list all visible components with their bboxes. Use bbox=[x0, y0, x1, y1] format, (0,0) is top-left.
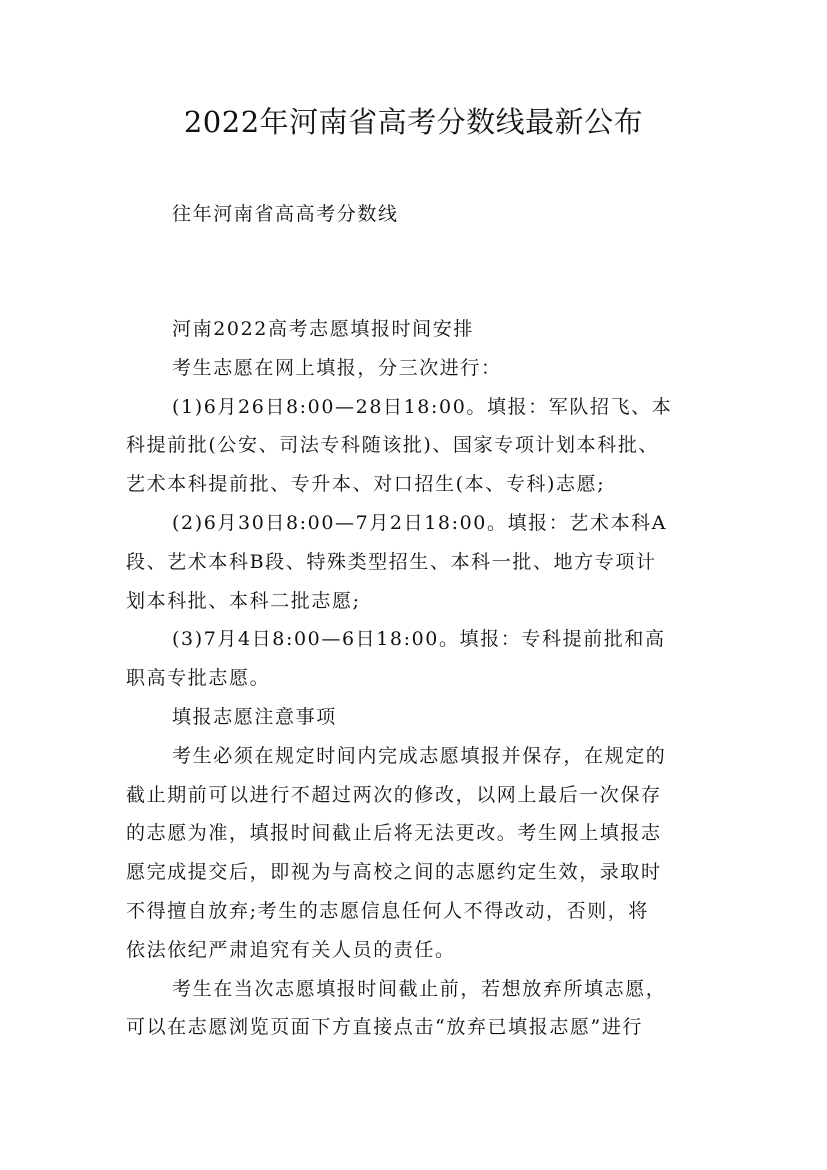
section-subtitle: 往年河南省高高考分数线 bbox=[172, 203, 399, 225]
paragraph-line: 愿完成提交后，即视为与高校之间的志愿约定生效，录取时 bbox=[126, 861, 662, 883]
paragraph-line: 不得擅自放弃;考生的志愿信息任何人不得改动，否则，将 bbox=[126, 900, 650, 922]
paragraph-line: (3)7月4日8:00—6日18:00。填报：专科提前批和高 bbox=[172, 628, 666, 650]
paragraph-line: (1)6月26日8:00—28日18:00。填报：军队招飞、本 bbox=[172, 396, 673, 418]
paragraph-line: 截止期前可以进行不超过两次的修改，以网上最后一次保存 bbox=[126, 784, 662, 806]
paragraph-line: 考生必须在规定时间内完成志愿填报并保存，在规定的 bbox=[172, 745, 667, 767]
document-title: 2022年河南省高考分数线最新公布 bbox=[183, 105, 644, 139]
paragraph-line: 职高专批志愿。 bbox=[126, 667, 271, 689]
paragraph-line: 的志愿为准，填报时间截止后将无法更改。考生网上填报志 bbox=[126, 822, 662, 844]
paragraph-line: 河南2022高考志愿填报时间安排 bbox=[172, 318, 474, 340]
paragraph-line: (2)6月30日8:00—7月2日18:00。填报：艺术本科A bbox=[172, 512, 668, 534]
paragraph-line: 可以在志愿浏览页面下方直接点击“放弃已填报志愿”进行 bbox=[126, 1016, 644, 1038]
paragraph-line: 考生志愿在网上填报，分三次进行： bbox=[172, 357, 502, 379]
paragraph-line: 划本科批、本科二批志愿; bbox=[126, 590, 361, 612]
section-heading: 填报志愿注意事项 bbox=[172, 706, 337, 728]
paragraph-line: 艺术本科提前批、专升本、对口招生(本、专科)志愿; bbox=[126, 473, 606, 495]
paragraph-line: 考生在当次志愿填报时间截止前，若想放弃所填志愿， bbox=[172, 978, 667, 1000]
paragraph-line: 依法依纪严肃追究有关人员的责任。 bbox=[126, 939, 456, 961]
paragraph-line: 科提前批(公安、司法专科随该批)、国家专项计划本科批、 bbox=[126, 434, 660, 456]
paragraph-line: 段、艺术本科B段、特殊类型招生、本科一批、地方专项计 bbox=[126, 551, 657, 573]
